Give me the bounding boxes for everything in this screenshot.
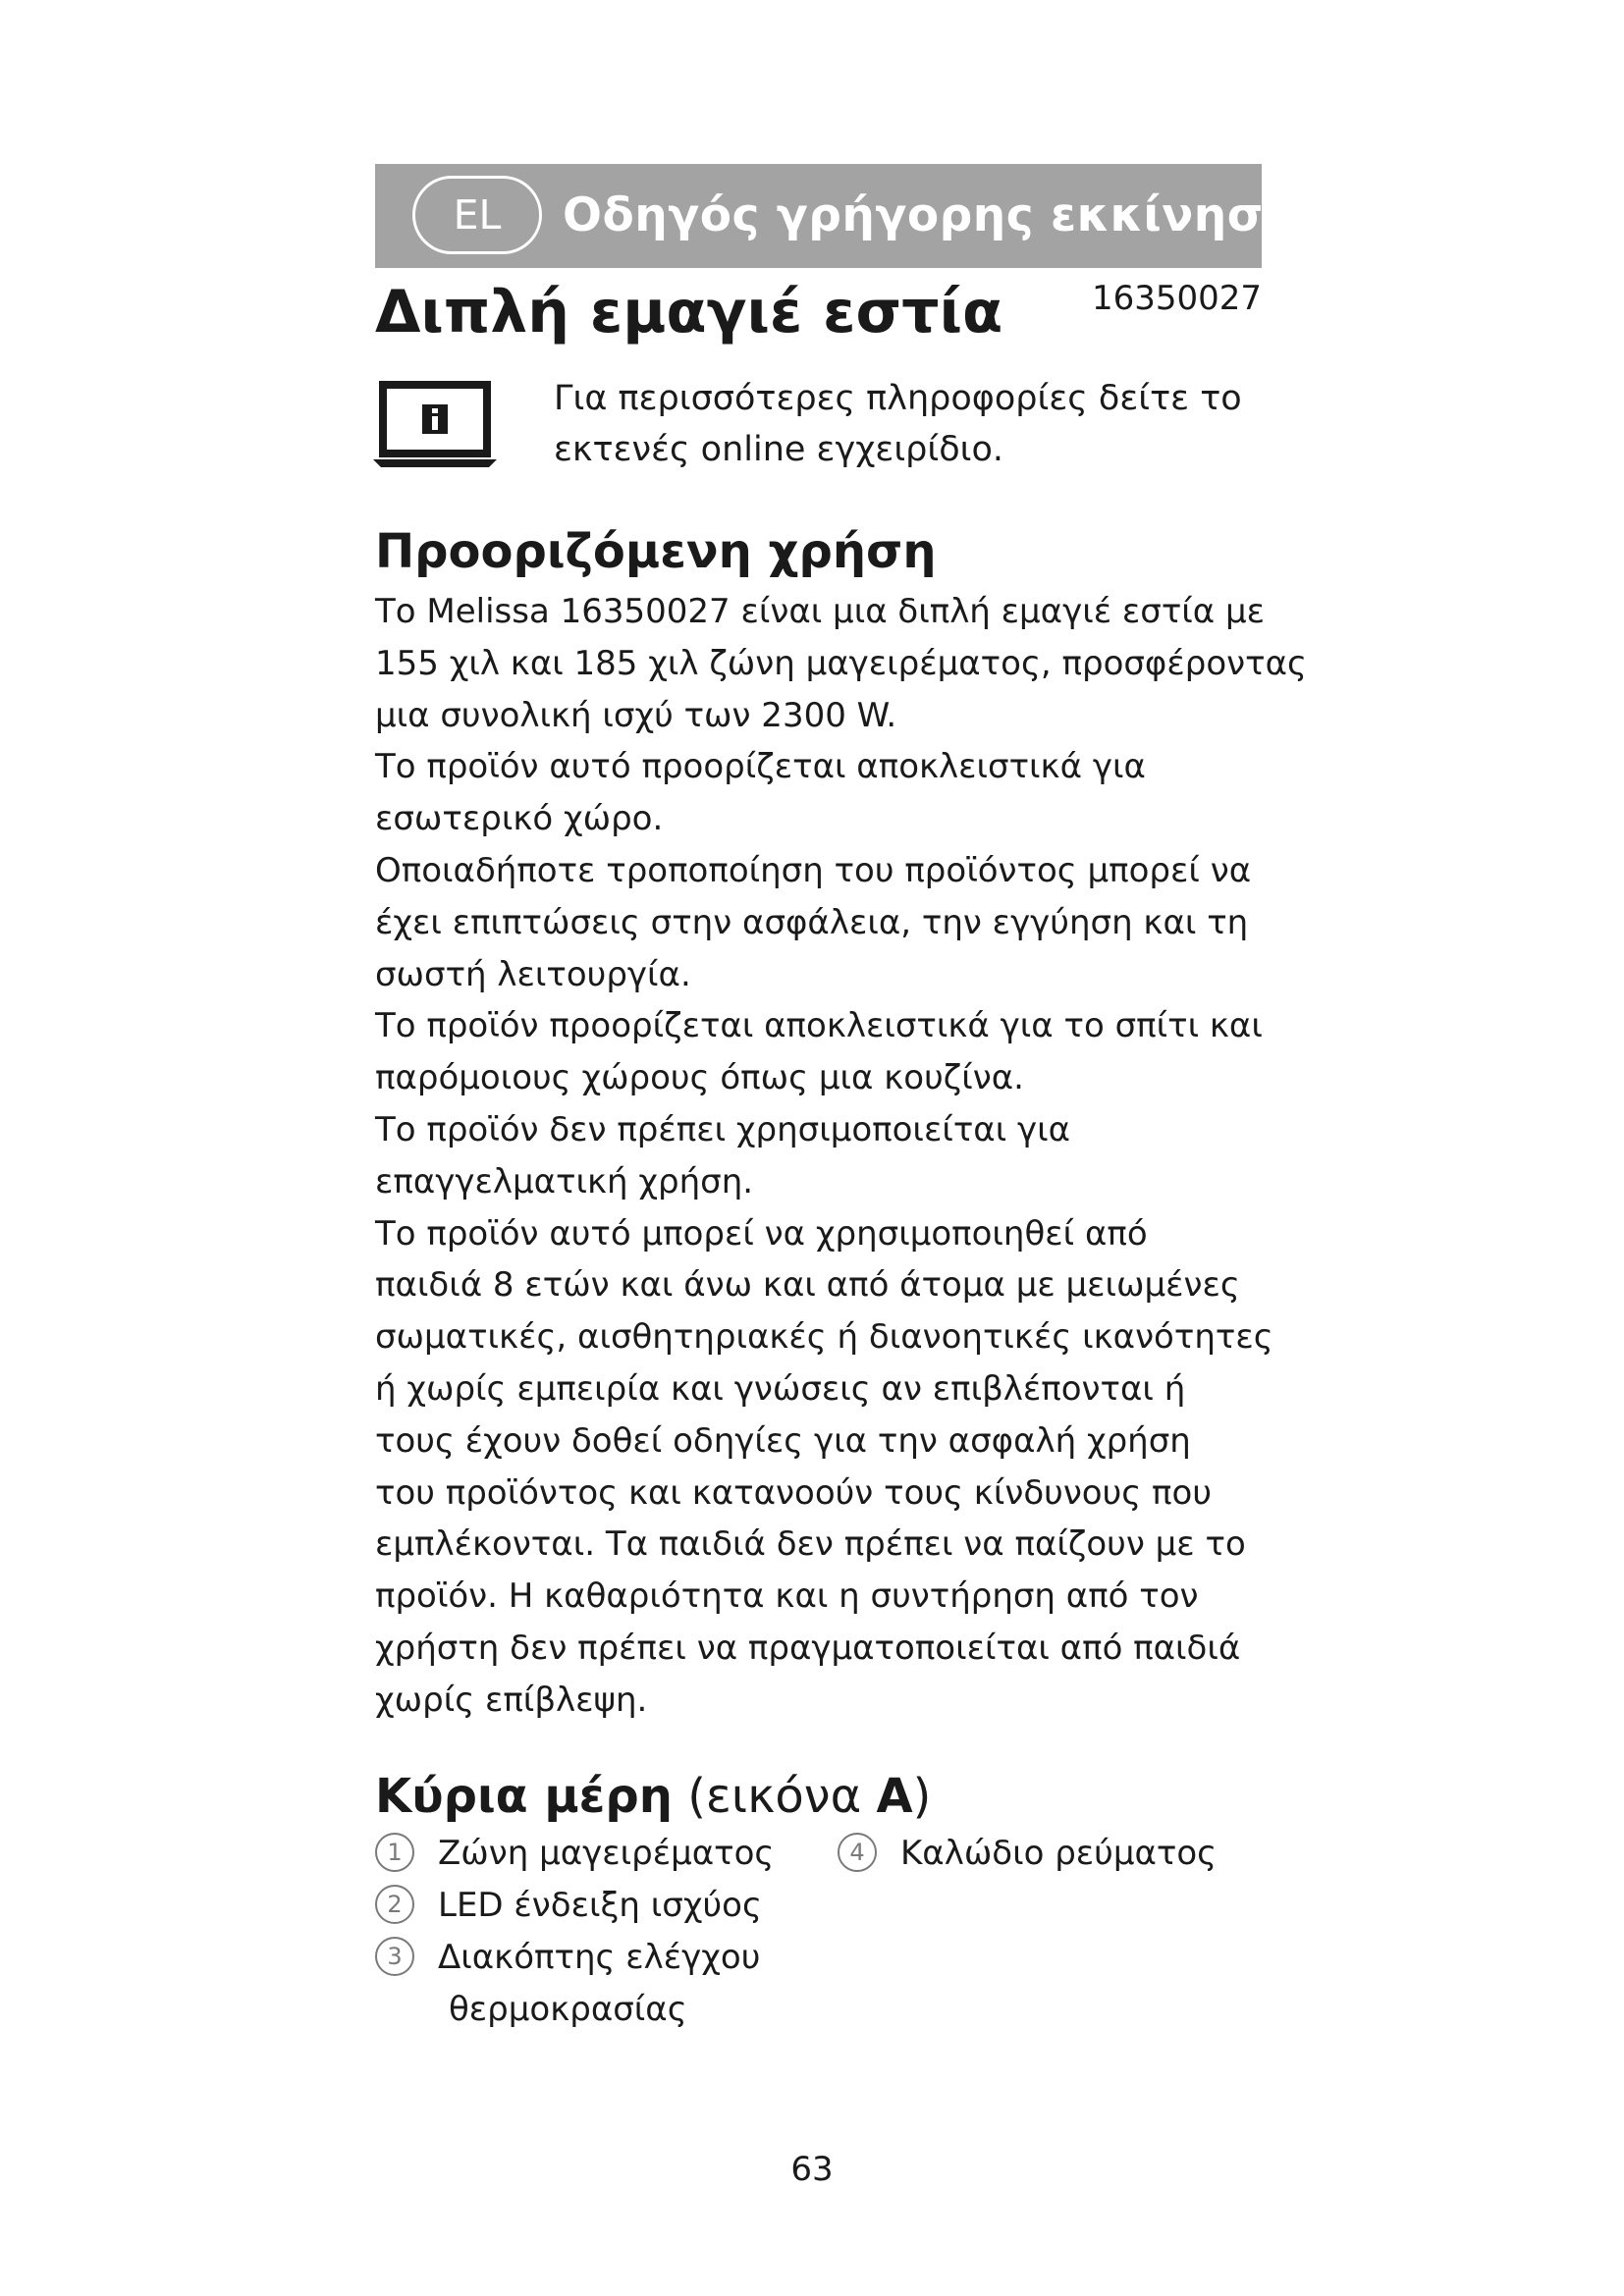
- document-title: Διπλή εμαγιέ εστία: [375, 278, 1003, 347]
- body-line: Το προϊόν δεν πρέπει χρησιμοποιείται για: [375, 1109, 1071, 1149]
- intended-use-heading: Προοριζόμενη χρήση: [375, 524, 937, 579]
- body-line: επαγγελματική χρήση.: [375, 1161, 754, 1201]
- main-parts-heading-open: (εικόνα: [672, 1769, 877, 1824]
- body-line: τους έχουν δοθεί οδηγίες για την ασφαλή χρήση: [375, 1420, 1191, 1461]
- body-line: μια συνολική ισχύ των 2300 W.: [375, 695, 897, 735]
- body-line: του προϊόντος και κατανοούν τους κίνδυνους που: [375, 1472, 1212, 1513]
- body-line: εμπλέκονται. Τα παιδιά δεν πρέπει να παίζουν με το: [375, 1524, 1246, 1565]
- body-line: έχει επιπτώσεις στην ασφάλεια, την εγγύηση και τη: [375, 902, 1249, 942]
- product-code: 16350027: [1091, 279, 1262, 318]
- part-number-circle: 3: [375, 1937, 414, 1976]
- online-manual-note: [554, 373, 1241, 475]
- info-line: εκτενές online εγχειρίδιο.: [554, 430, 1004, 469]
- banner-title: Οδηγός γρήγορης εκκίνησης: [563, 188, 1326, 242]
- page-number: 63: [790, 2150, 834, 2189]
- main-parts-heading-close: ): [912, 1769, 932, 1824]
- body-line: σωστή λειτουργία.: [375, 954, 691, 994]
- part-label-continued: θερμοκρασίας: [449, 1990, 687, 2029]
- part-item: [375, 1880, 762, 1931]
- part-number-circle: 2: [375, 1885, 414, 1924]
- body-line: παιδιά 8 ετών και άνω και από άτομα με μειωμένες: [375, 1265, 1240, 1306]
- body-line: προϊόν. Η καθαριότητα και η συντήρηση από τον: [375, 1576, 1199, 1617]
- body-line: Το προϊόν προορίζεται αποκλειστικά για το σπίτι και: [375, 1006, 1263, 1046]
- laptop-info-icon: [373, 381, 511, 479]
- part-number-circle: 4: [838, 1833, 877, 1872]
- header-banner: [375, 164, 1326, 268]
- body-line: χωρίς επίβλεψη.: [375, 1680, 648, 1720]
- body-line: ή χωρίς εμπειρία και γνώσεις αν επιβλέπονται ή: [375, 1368, 1186, 1409]
- main-parts-heading-bold: Κύρια μέρη: [375, 1769, 673, 1824]
- part-item: [375, 1828, 774, 1879]
- language-badge: EL: [412, 176, 542, 254]
- body-line: παρόμοιους χώρους όπως μια κουζίνα.: [375, 1058, 1024, 1098]
- body-line: σωματικές, αισθητηριακές ή διανοητικές ικανότητες: [375, 1317, 1273, 1358]
- part-item: [375, 1932, 760, 1983]
- part-label: LED ένδειξη ισχύος: [438, 1886, 762, 1925]
- body-line: Το προϊόν αυτό προορίζεται αποκλειστικά για: [375, 747, 1146, 787]
- body-line: Το προϊόν αυτό μπορεί να χρησιμοποιηθεί από: [375, 1213, 1148, 1254]
- part-label: Ζώνη μαγειρέματος: [438, 1834, 775, 1873]
- body-line: 155 χιλ και 185 χιλ ζώνη μαγειρέματος, προσφέροντας: [375, 643, 1307, 683]
- part-item: [838, 1828, 1217, 1879]
- intended-use-body: [375, 586, 1307, 1727]
- part-label: Καλώδιο ρεύματος: [900, 1834, 1218, 1873]
- body-line: εσωτερικό χώρο.: [375, 799, 664, 839]
- body-line: χρήστη δεν πρέπει να πραγματοποιείται από παιδιά: [375, 1628, 1241, 1668]
- body-line: Το Melissa 16350027 είναι μια διπλή εμαγιέ εστία με: [375, 592, 1266, 631]
- figure-letter: A: [876, 1769, 913, 1824]
- part-number-circle: 1: [375, 1833, 414, 1872]
- info-line: Για περισσότερες πληροφορίες δείτε το: [554, 379, 1242, 418]
- main-parts-heading: [375, 1767, 931, 1826]
- body-line: Οποιαδήποτε τροποποίηση του προϊόντος μπορεί να: [375, 850, 1252, 890]
- part-label: Διακόπτης ελέγχου: [438, 1938, 761, 1977]
